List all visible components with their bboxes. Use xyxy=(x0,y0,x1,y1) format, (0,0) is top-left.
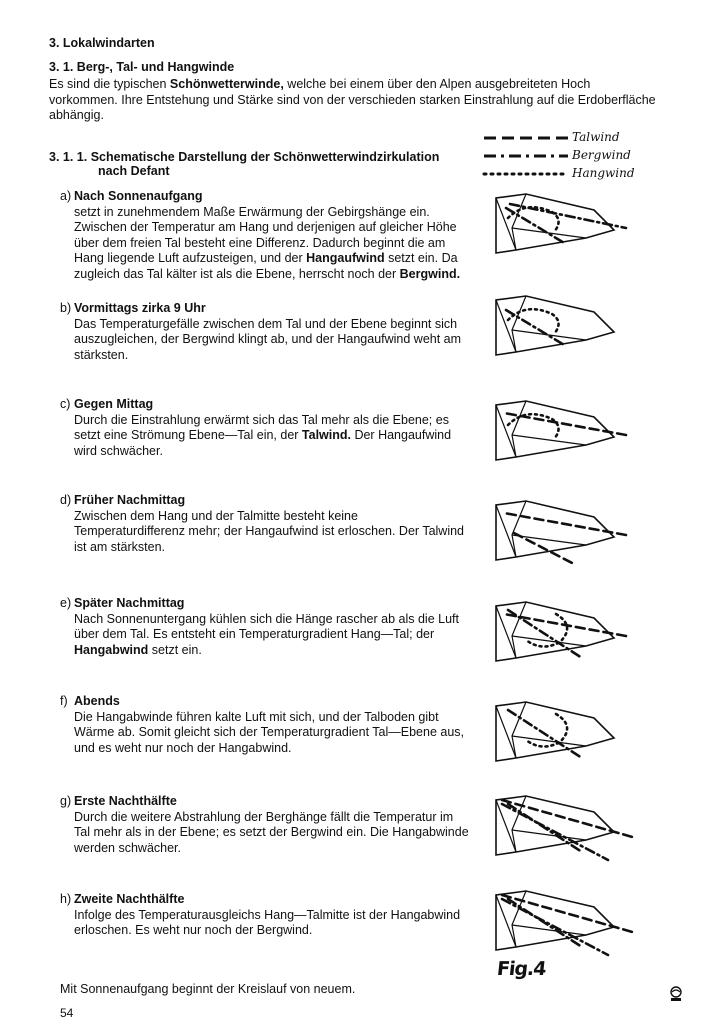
phase-description xyxy=(60,413,470,460)
text-run: Nach Sonnenuntergang kühlen sich die Hänge rascher ab als die Luft über dem Tal. Es entsteht ein Temperaturgradient Hang—Tal; der xyxy=(74,611,459,641)
phase-letter: a) xyxy=(60,189,72,203)
bergwind-arrow xyxy=(508,710,582,758)
phase-description xyxy=(60,317,470,364)
talwind-arrow xyxy=(504,413,626,435)
valley-sketch-4 xyxy=(486,495,651,575)
phase-letter: e) xyxy=(60,596,72,610)
talwind-arrow xyxy=(504,513,626,535)
phase-description xyxy=(60,710,470,757)
phase-title-text: Nach Sonnenaufgang xyxy=(74,189,203,203)
phase-description xyxy=(60,810,470,857)
bold-term: Hangaufwind xyxy=(306,251,385,265)
phase-title xyxy=(60,301,470,317)
legend-talwind-label: Talwind xyxy=(572,130,620,144)
valley-sketch-svg xyxy=(486,596,651,676)
phase-5 xyxy=(60,596,470,658)
phase-7 xyxy=(60,794,470,856)
text-run: Durch die Einstrahlung erwärmt sich das Tal mehr als die Ebene; es setzt eine Strömung Ebene—Tal ein, der xyxy=(74,412,449,442)
phase-title-text: Vormittags zirka 9 Uhr xyxy=(74,301,206,315)
phase-title xyxy=(60,397,470,413)
valley-ridge-lines xyxy=(496,296,586,352)
valley-sketch-svg xyxy=(486,395,651,475)
intro-text-end: welche bei einem über den Alpen ausgebreiteten Hoch vorkommen. Ihre Entstehung und Stärke sind von der verschieden starken Einstrahlung auf die Erdoberfläche abhängig. xyxy=(49,77,656,122)
valley-sketch-svg xyxy=(486,885,651,965)
valley-sketch-5 xyxy=(486,596,651,676)
phase-description xyxy=(60,908,470,939)
valley-sketch-7 xyxy=(486,790,651,870)
phase-title-text: Erste Nachthälfte xyxy=(74,794,177,808)
intro-paragraph xyxy=(49,77,659,124)
valley-sketch-8 xyxy=(486,885,651,965)
valley-sketch-svg xyxy=(486,696,651,776)
wind-legend xyxy=(480,128,660,184)
phase-letter: g) xyxy=(60,794,72,808)
phase-letter: d) xyxy=(60,493,72,507)
text-run: Durch die weitere Abstrahlung der Berghänge fällt die Temperatur im Tal mehr als in der Ebene; es setzt der Bergwind ein. Die Hangabwinde werden schwächer. xyxy=(74,809,469,855)
phase-letter: f) xyxy=(60,694,68,708)
subsubsection-heading xyxy=(49,150,449,178)
subsection-heading: 3. 1. Berg-, Tal- und Hangwinde xyxy=(49,60,235,74)
phase-title-text: Zweite Nachthälfte xyxy=(74,892,185,906)
phase-title-text: Später Nachmittag xyxy=(74,596,185,610)
valley-sketch-svg xyxy=(486,290,651,370)
bergwind-arrow xyxy=(508,610,582,658)
valley-sketch-svg xyxy=(486,188,651,268)
text-run: setzt in zunehmendem Maße Erwärmung der Gebirgshänge ein. Zwischen der Temperatur am Hang und derjenigen auf gleicher Höhe über dem freien Tal besteht eine Differenz. Dadurch beginnt die am Hang liegende Luft aufzusteigen, und der xyxy=(74,204,457,265)
talwind-arrow xyxy=(504,614,626,636)
phase-6 xyxy=(60,694,470,756)
bergwind-arrow xyxy=(510,204,626,228)
hangwind-arrow xyxy=(526,714,567,747)
phase-title xyxy=(60,189,470,205)
publisher-logo-icon xyxy=(668,986,684,1002)
phase-letter: b) xyxy=(60,301,72,315)
phase-title xyxy=(60,694,470,710)
phase-description xyxy=(60,612,470,659)
phase-title xyxy=(60,596,470,612)
phase-3 xyxy=(60,397,470,459)
closing-sentence: Mit Sonnenaufgang beginnt der Kreislauf von neuem. xyxy=(60,982,356,996)
bold-term: Bergwind. xyxy=(399,266,461,281)
text-run: Die Hangabwinde führen kalte Luft mit sich, und der Talboden gibt Wärme ab. Somit gleicht sich der Temperaturgradient Tal—Ebene aus, und es weht nur noch der Hangabwind. xyxy=(74,709,465,755)
phase-8 xyxy=(60,892,470,939)
phase-2 xyxy=(60,301,470,363)
phase-1 xyxy=(60,189,470,282)
phase-title-text: Früher Nachmittag xyxy=(74,493,186,507)
phase-4 xyxy=(60,493,470,555)
valley-ridge-lines xyxy=(496,194,586,250)
subsubsection-heading-line2: nach Defant xyxy=(98,164,170,178)
phase-description xyxy=(60,205,470,283)
phase-title-text: Gegen Mittag xyxy=(74,397,154,411)
hangwind-arrow xyxy=(526,614,567,647)
legend-bergwind-label: Bergwind xyxy=(572,148,631,162)
text-run: Zwischen dem Hang und der Talmitte besteht keine Temperaturdifferenz mehr; der Hangaufwind ist erloschen. Der Talwind ist am stärksten. xyxy=(74,508,465,554)
text-run: Der Hangaufwind wird schwächer. xyxy=(74,428,452,458)
figure-label: Fig.4 xyxy=(495,958,547,980)
valley-sketch-svg xyxy=(486,495,651,575)
phase-title xyxy=(60,892,470,908)
phase-letter: h) xyxy=(60,892,72,906)
valley-sketch-1 xyxy=(486,188,651,268)
intro-text-start: Es sind die typischen xyxy=(49,77,170,91)
text-run: Infolge des Temperaturausgleichs Hang—Talmitte ist der Hangabwind erloschen. Es weht nur noch der Bergwind. xyxy=(74,907,461,937)
text-run: Das Temperaturgefälle zwischen dem Tal und der Ebene beginnt sich auszugleichen, der Bergwind klingt ab, und der Hangaufwind weht am stärksten. xyxy=(74,316,462,362)
phase-title xyxy=(60,794,470,810)
intro-bold-term: Schönwetterwinde, xyxy=(169,77,284,91)
valley-ridge-lines xyxy=(496,501,586,557)
valley-sketch-2 xyxy=(486,290,651,370)
page-number: 54 xyxy=(60,1006,74,1020)
phase-letter: c) xyxy=(60,397,71,411)
valley-ridge-lines xyxy=(496,401,586,457)
phase-description xyxy=(60,509,470,556)
legend-hangwind-label: Hangwind xyxy=(572,166,635,180)
bold-term: Talwind. xyxy=(301,428,351,442)
valley-sketch-svg xyxy=(486,790,651,870)
phase-title xyxy=(60,493,470,509)
text-run: setzt ein. xyxy=(148,642,202,657)
subsubsection-heading-line1: 3. 1. 1. Schematische Darstellung der Schönwetterwindzirkulation xyxy=(49,150,440,164)
bold-term: Hangabwind xyxy=(74,642,149,657)
phase-title-text: Abends xyxy=(74,694,120,708)
text-run: setzt ein. Da zugleich das Tal kälter ist als die Ebene, herrscht noch der xyxy=(74,251,458,281)
section-heading: 3. Lokalwindarten xyxy=(49,36,155,50)
valley-sketch-6 xyxy=(486,696,651,776)
valley-sketch-3 xyxy=(486,395,651,475)
